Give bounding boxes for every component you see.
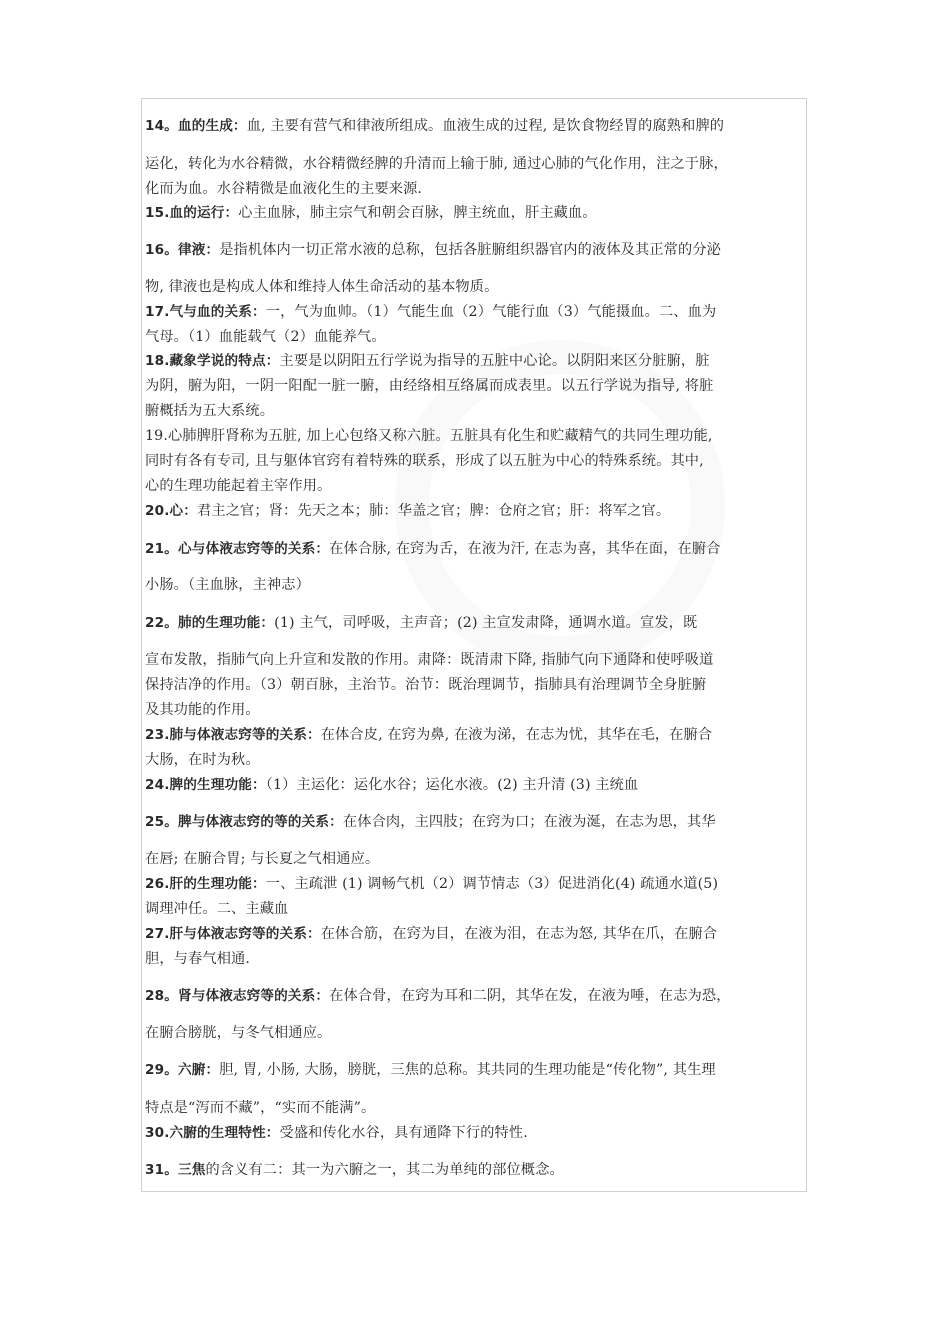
text-line: 大肠，在时为秋。 [145, 752, 260, 768]
text-line: 及其功能的作用。 [145, 702, 260, 718]
text-line: 气母。（1）血能载气（2）血能养气。 [145, 329, 386, 345]
text-line: 特点是“泻而不藏”，“实而不能满”。 [145, 1100, 376, 1116]
text-line: 25。脾与体液志窍的等的关系：在体合肉，主四肢；在窍为口；在液为涎，在志为思，其华 [145, 814, 716, 830]
text-line: 胆，与春气相通. [145, 951, 251, 967]
text-line: 腑概括为五大系统。 [145, 403, 275, 419]
text-line: 保持洁净的作用。（3）朝百脉，主治节。治节：既治理调节，指肺具有治理调节全身脏腑 [145, 677, 707, 693]
text-line: 26.肝的生理功能：一、主疏泄 (1) 调畅气机（2）调节情志（3）促进消化(4) 疏通水道(5) [145, 876, 719, 892]
text-line: 14。血的生成：血, 主要有营气和律液所组成。血液生成的过程, 是饮食物经胃的腐熟和脾的 [145, 118, 725, 134]
text-line: 21。心与体液志窍等的关系：在体合脉, 在窍为舌，在液为汗, 在志为喜，其华在面，在腑合 [145, 541, 721, 557]
text-line: 同时有各有专司, 且与躯体官窍有着特殊的联系，形成了以五脏为中心的特殊系统。其中, [145, 453, 704, 469]
text-line: 心的生理功能起着主宰作用。 [145, 478, 332, 494]
text-line: 23.肺与体液志窍等的关系：在体合皮, 在窍为鼻, 在液为涕，在志为忧，其华在毛，在腑合 [145, 727, 713, 743]
text-line: 在腑合膀胱，与冬气相通应。 [145, 1025, 332, 1041]
text-line: 运化，转化为水谷精微，水谷精微经脾的升清而上输于肺, 通过心肺的气化作用，注之于脉， [145, 156, 728, 172]
text-line: 在唇; 在腑合胃; 与长夏之气相通应。 [145, 851, 380, 867]
text-line: 15.血的运行：心主血脉，肺主宗气和朝会百脉，脾主统血，肝主藏血。 [145, 205, 597, 221]
text-line: 化而为血。水谷精微是血液化生的主要来源. [145, 181, 423, 197]
text-line: 18.藏象学说的特点：主要是以阴阳五行学说为指导的五脏中心论。以阴阳来区分脏腑，脏 [145, 353, 710, 369]
text-line: 31。三焦的含义有二：其一为六腑之一，其二为单纯的部位概念。 [145, 1162, 564, 1178]
text-line: 宣布发散，指肺气向上升宣和发散的作用。肃降：既清肃下降, 指肺气向下通降和使呼吸道 [145, 652, 714, 668]
text-line: 物, 律液也是构成人体和维持人体生命活动的基本物质。 [145, 279, 499, 295]
text-line: 为阴，腑为阳，一阴一阳配一脏一腑，由经络相互络属而成表里。以五行学说为指导, 将脏 [145, 378, 714, 394]
text-line: 20.心：君主之官；肾：先天之本；肺：华盖之官；脾：仓府之官；肝：将军之官。 [145, 503, 671, 519]
text-line: 24.脾的生理功能：（1）主运化：运化水谷；运化水液。(2) 主升清 (3) 主统血 [145, 777, 639, 793]
text-line: 30.六腑的生理特性：受盛和传化水谷，具有通降下行的特性. [145, 1125, 528, 1141]
text-line: 调理冲任。二、主藏血 [145, 901, 289, 917]
text-line: 22。肺的生理功能：(1) 主气，司呼吸，主声音；(2) 主宣发肃降，通调水道。宣发，既 [145, 615, 698, 631]
text-line: 16。律液：是指机体内一切正常水液的总称，包括各脏腑组织器官内的液体及其正常的分泌 [145, 242, 722, 258]
text-line: 28。肾与体液志窍等的关系：在体合骨，在窍为耳和二阴，其华在发，在液为唾，在志为恐， [145, 988, 731, 1004]
text-line: 19.心肺脾肝肾称为五脏, 加上心包络又称六脏。五脏具有化生和贮藏精气的共同生理功能, [145, 428, 713, 444]
text-line: 17.气与血的关系：一，气为血帅。（1）气能生血（2）气能行血（3）气能摄血。二、血为 [145, 304, 717, 320]
text-line: 27.肝与体液志窍等的关系：在体合筋，在窍为目，在液为泪，在志为怒, 其华在爪，在腑合 [145, 926, 718, 942]
text-line: 小肠。（主血脉，主神志） [145, 577, 310, 593]
text-line: 29。六腑：胆, 胃, 小肠, 大肠，膀胱，三焦的总称。其共同的生理功能是“传化物”, 其生理 [145, 1062, 716, 1078]
